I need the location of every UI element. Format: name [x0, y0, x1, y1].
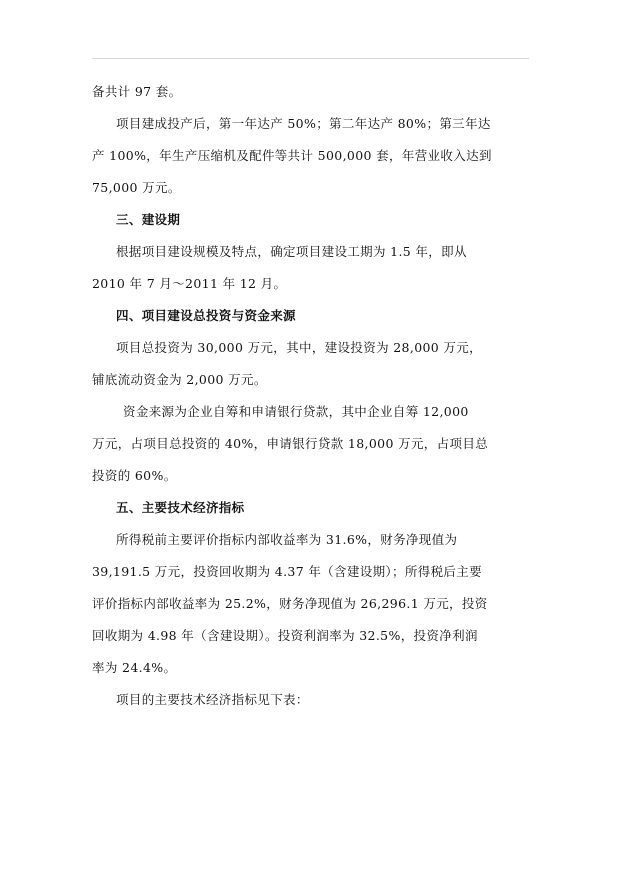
- body-line: 75,000 万元。: [92, 180, 181, 195]
- body-line: 铺底流动资金为 2,000 万元。: [92, 372, 267, 387]
- section-heading: 四、项目建设总投资与资金来源: [116, 308, 296, 323]
- document-body: [92, 76, 532, 716]
- body-line: 投资的 60%。: [92, 468, 177, 483]
- header-rule: [92, 58, 529, 59]
- body-line: 备共计 97 套。: [92, 84, 182, 99]
- body-line: 回收期为 4.98 年（含建设期）。投资利润率为 32.5%，投资净利润: [92, 628, 478, 643]
- body-line: 所得税前主要评价指标内部收益率为 31.6%，财务净现值为: [116, 532, 458, 547]
- section-heading: 五、主要技术经济指标: [116, 500, 245, 515]
- body-line: 项目建成投产后，第一年达产 50%；第二年达产 80%；第三年达: [116, 116, 491, 131]
- body-line: 项目的主要技术经济指标见下表：: [116, 692, 309, 707]
- body-line: 39,191.5 万元，投资回收期为 4.37 年（含建设期）；所得税后主要: [92, 564, 482, 579]
- body-line: 万元，占项目总投资的 40%，申请银行贷款 18,000 万元，占项目总: [92, 436, 489, 451]
- body-line: 评价指标内部收益率为 25.2%，财务净现值为 26,296.1 万元，投资: [92, 596, 488, 611]
- body-line: 资金来源为企业自筹和申请银行贷款，其中企业自筹 12,000: [123, 404, 469, 419]
- body-line: 率为 24.4%。: [92, 660, 177, 675]
- body-line: 产 100%，年生产压缩机及配件等共计 500,000 套，年营业收入达到: [92, 148, 492, 163]
- section-heading: 三、建设期: [116, 212, 181, 227]
- body-line: 根据项目建设规模及特点，确定项目建设工期为 1.5 年，即从: [116, 244, 467, 259]
- body-line: 2010 年 7 月～2011 年 12 月。: [92, 276, 287, 291]
- body-line: 项目总投资为 30,000 万元，其中，建设投资为 28,000 万元，: [116, 340, 482, 355]
